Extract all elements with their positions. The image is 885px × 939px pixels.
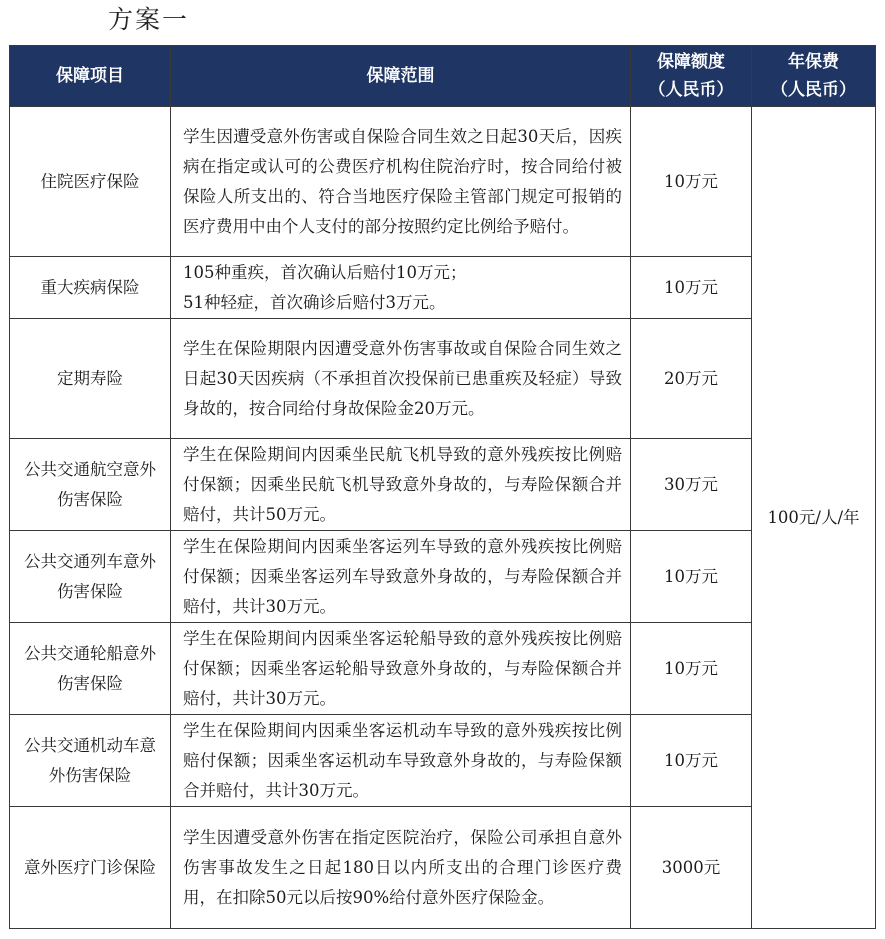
header-fee xyxy=(752,46,876,107)
table-row xyxy=(10,257,876,319)
table-row xyxy=(10,319,876,439)
coverage-item: 重大疾病保险 xyxy=(10,257,171,319)
coverage-scope: 学生在保险期间内因乘坐客运轮船导致的意外残疾按比例赔付保额；因乘坐客运轮船导致意外身故的，与寿险保额合并赔付，共计30万元。 xyxy=(171,623,631,715)
table-row xyxy=(10,715,876,807)
coverage-scope: 学生在保险期间内因乘坐民航飞机导致的意外残疾按比例赔付保额；因乘坐民航飞机导致意外身故的，与寿险保额合并赔付，共计50万元。 xyxy=(171,439,631,531)
table-row xyxy=(10,623,876,715)
coverage-amount: 30万元 xyxy=(631,439,752,531)
coverage-amount: 10万元 xyxy=(631,107,752,257)
insurance-plan-table xyxy=(9,45,876,929)
header-fee-line1: 年保费 xyxy=(788,52,839,72)
header-item: 保障项目 xyxy=(10,46,171,107)
header-amount xyxy=(631,46,752,107)
header-amount-line2: （人民币） xyxy=(648,80,734,100)
coverage-scope: 学生在保险期间内因乘坐客运列车导致的意外残疾按比例赔付保额；因乘坐客运列车导致意外身故的，与寿险保额合并赔付，共计30万元。 xyxy=(171,531,631,623)
coverage-scope-line: 51种轻症，首次确诊后赔付3万元。 xyxy=(183,292,446,312)
coverage-scope-line: 105种重疾，首次确认后赔付10万元； xyxy=(183,262,467,282)
table-row xyxy=(10,439,876,531)
coverage-amount: 10万元 xyxy=(631,257,752,319)
coverage-amount: 10万元 xyxy=(631,715,752,807)
coverage-item: 公共交通列车意外伤害保险 xyxy=(10,531,171,623)
table-header-row xyxy=(10,46,876,107)
coverage-amount: 20万元 xyxy=(631,319,752,439)
coverage-amount: 10万元 xyxy=(631,531,752,623)
table-row xyxy=(10,807,876,929)
coverage-item: 公共交通轮船意外伤害保险 xyxy=(10,623,171,715)
coverage-item: 住院医疗保险 xyxy=(10,107,171,257)
coverage-item: 定期寿险 xyxy=(10,319,171,439)
annual-premium: 100元/人/年 xyxy=(752,107,876,929)
header-amount-line1: 保障额度 xyxy=(657,52,725,72)
coverage-item: 意外医疗门诊保险 xyxy=(10,807,171,929)
coverage-item: 公共交通机动车意外伤害保险 xyxy=(10,715,171,807)
coverage-scope: 学生因遭受意外伤害在指定医院治疗，保险公司承担自意外伤害事故发生之日起180日以内所支出的合理门诊医疗费用，在扣除50元以后按90%给付意外医疗保险金。 xyxy=(171,807,631,929)
coverage-scope xyxy=(171,257,631,319)
coverage-scope: 学生因遭受意外伤害或自保险合同生效之日起30天后，因疾病在指定或认可的公费医疗机构住院治疗时，按合同给付被保险人所支出的、符合当地医疗保险主管部门规定可报销的医疗费用中由个人支付的部分按照约定比例给予赔付。 xyxy=(171,107,631,257)
coverage-scope: 学生在保险期限内因遭受意外伤害事故或自保险合同生效之日起30天因疾病（不承担首次投保前已患重疾及轻症）导致身故的，按合同给付身故保险金20万元。 xyxy=(171,319,631,439)
header-fee-line2: （人民币） xyxy=(771,80,856,100)
coverage-amount: 3000元 xyxy=(631,807,752,929)
coverage-item: 公共交通航空意外伤害保险 xyxy=(10,439,171,531)
coverage-amount: 10万元 xyxy=(631,623,752,715)
table-row xyxy=(10,531,876,623)
header-scope: 保障范围 xyxy=(171,46,631,107)
plan-title: 方案一 xyxy=(108,5,190,34)
coverage-scope: 学生在保险期间内因乘坐客运机动车导致的意外残疾按比例赔付保额；因乘坐客运机动车导致意外身故的，与寿险保额合并赔付，共计30万元。 xyxy=(171,715,631,807)
table-row xyxy=(10,107,876,257)
